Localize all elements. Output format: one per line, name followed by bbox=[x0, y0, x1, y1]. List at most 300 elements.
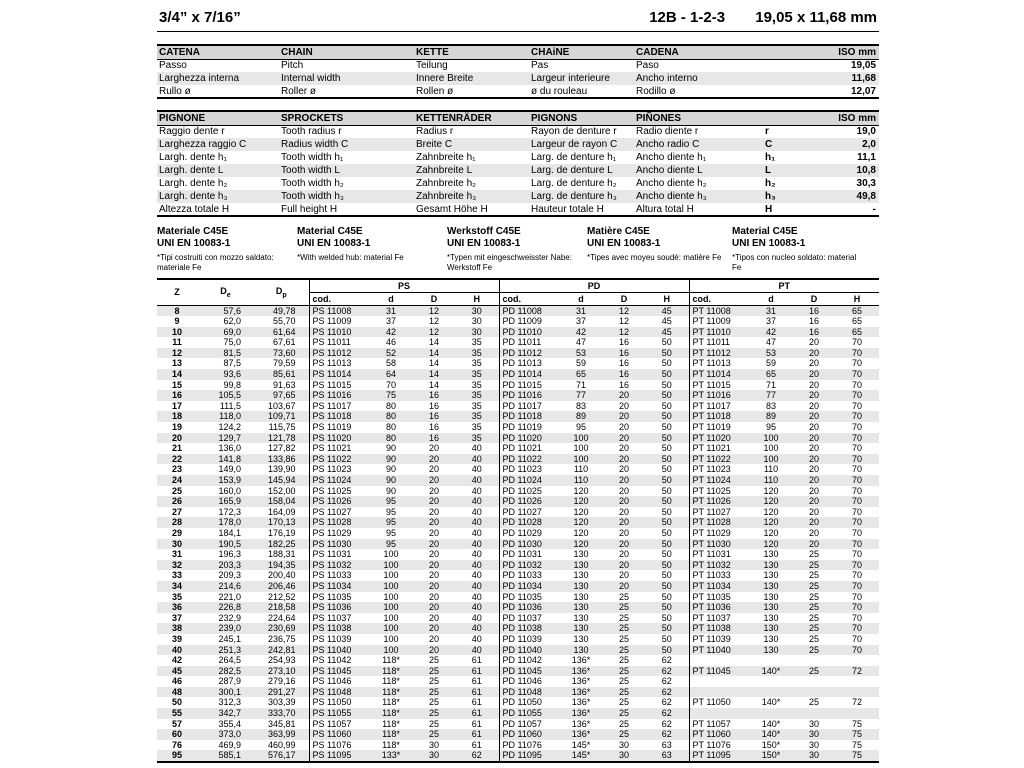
table-cell: 20 bbox=[619, 432, 630, 443]
table-cell: 184,1 bbox=[218, 527, 241, 538]
table-cell: PD 11036 bbox=[499, 602, 559, 613]
table-cell: 136* bbox=[571, 729, 591, 740]
table-cell: Larghezza raggio C bbox=[159, 139, 247, 150]
table-cell: 469,9 bbox=[218, 739, 241, 750]
table-cell: Larg. de denture h₂ bbox=[531, 178, 617, 189]
table-cell: 20 bbox=[428, 591, 439, 602]
table-cell: Ancho diente L bbox=[636, 165, 703, 176]
table-cell: 35 bbox=[471, 432, 482, 443]
table-cell: PD 11034 bbox=[499, 581, 559, 592]
table-cell: 95 bbox=[576, 422, 587, 433]
table-cell: 50 bbox=[661, 496, 672, 507]
table-cell: 127,82 bbox=[267, 443, 296, 454]
table-cell: PT 11015 bbox=[689, 380, 749, 391]
table-cell: 136* bbox=[571, 676, 591, 687]
table-cell: PT 11020 bbox=[689, 433, 749, 444]
table-cell: PT 11035 bbox=[689, 592, 749, 603]
table-cell: 25 bbox=[809, 580, 820, 591]
material-standard: UNI EN 10083-1 bbox=[297, 238, 371, 249]
table-cell: 40 bbox=[471, 464, 482, 475]
table-cell: 42 bbox=[171, 655, 182, 666]
table-cell: 25 bbox=[428, 676, 439, 687]
table-row bbox=[157, 486, 879, 497]
table-cell: PS 11031 bbox=[309, 549, 369, 560]
table-cell: 20 bbox=[428, 538, 439, 549]
table-cell: 130 bbox=[763, 570, 779, 581]
table-cell: 70 bbox=[852, 506, 863, 517]
table-cell: 53 bbox=[766, 347, 777, 358]
table-cell: Ancho diente h₂ bbox=[636, 178, 707, 189]
table-cell: PT 11012 bbox=[689, 348, 749, 359]
table-cell: 99,8 bbox=[223, 379, 241, 390]
table-cell: 140* bbox=[761, 697, 781, 708]
table-cell: 16 bbox=[809, 316, 820, 327]
material-note: *With welded hub: material Fe bbox=[297, 253, 404, 262]
table-cell: 100 bbox=[383, 570, 399, 581]
table-cell: 70 bbox=[852, 422, 863, 433]
table-cell: 95 bbox=[385, 496, 396, 507]
table-cell: PT 11009 bbox=[689, 316, 749, 327]
table-cell: 141,8 bbox=[218, 453, 241, 464]
table-cell: 279,16 bbox=[267, 676, 296, 687]
page-title-right bbox=[623, 9, 877, 26]
table-cell: 23 bbox=[171, 464, 182, 475]
table-cell: 110 bbox=[763, 464, 779, 475]
table-cell: 52 bbox=[385, 347, 396, 358]
table-cell: Larg. de denture L bbox=[531, 165, 613, 176]
table-cell: 35 bbox=[471, 379, 482, 390]
table-cell: 70 bbox=[852, 570, 863, 581]
table-cell: 97,65 bbox=[272, 390, 296, 401]
table-cell: PT 11050 bbox=[689, 697, 749, 708]
table-cell: Largh. dente L bbox=[159, 165, 224, 176]
table-row bbox=[157, 528, 879, 539]
table-cell: 70 bbox=[852, 559, 863, 570]
table-cell: 61 bbox=[471, 718, 482, 729]
table-cell: PS 11036 bbox=[309, 602, 369, 613]
table-row bbox=[157, 151, 879, 164]
table-cell: 303,39 bbox=[267, 697, 296, 708]
material-col bbox=[297, 226, 447, 272]
material-standard: UNI EN 10083-1 bbox=[447, 238, 521, 249]
table-cell: 50 bbox=[661, 591, 672, 602]
table-cell: PD 11028 bbox=[499, 517, 559, 528]
table-cell: 50 bbox=[661, 337, 672, 348]
column-header-d: d bbox=[369, 292, 413, 305]
table-cell: 75 bbox=[385, 390, 396, 401]
sprocket-table-body bbox=[157, 125, 879, 216]
table-cell: 50 bbox=[661, 400, 672, 411]
table-cell: 25 bbox=[619, 708, 630, 719]
column-header-cod: cod. bbox=[309, 292, 369, 305]
table-cell: PS 11013 bbox=[309, 358, 369, 369]
table-cell: 20 bbox=[428, 506, 439, 517]
table-cell: PD 11012 bbox=[499, 348, 559, 359]
table-cell: 61 bbox=[471, 729, 482, 740]
table-cell: PS 11048 bbox=[309, 687, 369, 698]
table-cell: PD 11048 bbox=[499, 687, 559, 698]
table-row bbox=[157, 750, 879, 762]
table-cell: h₁ bbox=[765, 152, 776, 163]
table-cell: PD 11060 bbox=[499, 729, 559, 740]
table-cell: 48 bbox=[171, 686, 182, 697]
table-cell: 70 bbox=[852, 612, 863, 623]
group-header-pt: PT bbox=[689, 279, 879, 292]
table-cell: 75 bbox=[852, 729, 863, 740]
table-cell: 62 bbox=[661, 708, 672, 719]
table-cell: Largeur interieure bbox=[531, 73, 610, 84]
table-cell: 40 bbox=[471, 612, 482, 623]
table-cell: 50 bbox=[661, 559, 672, 570]
table-cell: PT 11033 bbox=[689, 570, 749, 581]
table-row bbox=[157, 125, 879, 138]
table-cell: 37 bbox=[385, 316, 396, 327]
table-cell: 45 bbox=[661, 305, 672, 316]
table-cell: 70 bbox=[852, 347, 863, 358]
table-cell: 16 bbox=[619, 358, 630, 369]
column-header: KETTENRÄDER bbox=[414, 111, 529, 125]
table-cell: 25 bbox=[619, 665, 630, 676]
table-cell: PD 11046 bbox=[499, 676, 559, 687]
table-cell: 130 bbox=[763, 559, 779, 570]
table-cell: 120 bbox=[763, 517, 779, 528]
table-cell: 20 bbox=[619, 580, 630, 591]
table-cell: 576,17 bbox=[267, 750, 296, 761]
table-cell: 14 bbox=[428, 337, 439, 348]
table-cell bbox=[689, 655, 749, 666]
table-cell: PD 11021 bbox=[499, 443, 559, 454]
table-cell: PD 11024 bbox=[499, 475, 559, 486]
table-cell: PT 11021 bbox=[689, 443, 749, 454]
table-cell: 62 bbox=[471, 750, 482, 761]
table-cell: 50 bbox=[661, 506, 672, 517]
table-cell: 62 bbox=[661, 665, 672, 676]
table-cell bbox=[835, 708, 879, 719]
table-cell: 70 bbox=[852, 358, 863, 369]
table-cell: 25 bbox=[809, 559, 820, 570]
table-cell: 20 bbox=[809, 496, 820, 507]
table-cell: 20 bbox=[809, 485, 820, 496]
table-cell: 100 bbox=[383, 559, 399, 570]
table-cell: Rollen ø bbox=[416, 85, 454, 97]
table-cell: 40 bbox=[471, 527, 482, 538]
table-cell: 90 bbox=[385, 453, 396, 464]
table-cell: 31 bbox=[576, 305, 587, 316]
table-cell: 160,0 bbox=[218, 485, 241, 496]
table-cell: 140* bbox=[761, 729, 781, 740]
table-cell: 118* bbox=[382, 686, 400, 697]
table-cell: Zahnbreite h₂ bbox=[416, 178, 477, 189]
table-cell: 50 bbox=[661, 549, 672, 560]
table-cell: 20 bbox=[619, 400, 630, 411]
table-cell: 42 bbox=[766, 326, 777, 337]
table-cell: PD 11014 bbox=[499, 369, 559, 380]
table-cell: 25 bbox=[809, 612, 820, 623]
table-cell: PS 11034 bbox=[309, 581, 369, 592]
table-cell: 20 bbox=[428, 496, 439, 507]
table-cell: Zahnbreite h₁ bbox=[416, 152, 476, 163]
table-cell: 89 bbox=[766, 411, 777, 422]
table-cell: PD 11033 bbox=[499, 570, 559, 581]
table-cell: PS 11033 bbox=[309, 570, 369, 581]
table-cell: 40 bbox=[471, 496, 482, 507]
table-cell: PT 11034 bbox=[689, 581, 749, 592]
table-cell: 20 bbox=[809, 411, 820, 422]
table-cell: Zahnbreite h₃ bbox=[416, 191, 477, 202]
table-cell: 30 bbox=[471, 326, 482, 337]
table-cell: 136* bbox=[571, 686, 591, 697]
table-cell: PD 11040 bbox=[499, 645, 559, 656]
table-cell: 153,9 bbox=[218, 475, 241, 485]
column-header-d: d bbox=[559, 292, 603, 305]
table-cell: 25 bbox=[619, 655, 630, 666]
table-cell: 230,69 bbox=[267, 623, 296, 634]
table-cell: 25 bbox=[619, 644, 630, 655]
table-cell: PT 11013 bbox=[689, 358, 749, 369]
table-cell: 16 bbox=[809, 326, 820, 337]
table-cell: PS 11020 bbox=[309, 433, 369, 444]
table-cell bbox=[749, 687, 793, 698]
table-cell: 50 bbox=[661, 580, 672, 591]
table-cell: 16 bbox=[428, 390, 439, 401]
table-cell: 25 bbox=[428, 729, 439, 740]
table-cell: 26 bbox=[171, 496, 182, 507]
material-col bbox=[587, 226, 732, 272]
table-cell bbox=[835, 676, 879, 687]
table-cell: 65 bbox=[766, 369, 777, 380]
table-cell: PD 11057 bbox=[499, 719, 559, 730]
table-row bbox=[157, 138, 879, 151]
table-cell: 176,19 bbox=[267, 527, 296, 538]
table-cell: 70 bbox=[852, 411, 863, 422]
table-cell: 16 bbox=[809, 305, 820, 316]
table-cell: 12 bbox=[171, 347, 182, 358]
table-cell: 14 bbox=[171, 369, 182, 380]
chain-table bbox=[157, 44, 879, 99]
table-cell: 20 bbox=[619, 538, 630, 549]
table-cell: 16 bbox=[171, 390, 182, 401]
table-cell bbox=[689, 708, 749, 719]
table-cell: 13 bbox=[171, 358, 182, 369]
table-cell: Hauteur totale H bbox=[531, 203, 604, 215]
table-cell: 20 bbox=[428, 453, 439, 464]
table-cell: 65 bbox=[852, 305, 863, 316]
table-cell: 40 bbox=[471, 453, 482, 464]
table-cell: 194,35 bbox=[267, 559, 296, 570]
table-cell: 585,1 bbox=[218, 750, 241, 761]
table-row bbox=[157, 623, 879, 634]
table-cell: 21 bbox=[171, 443, 182, 454]
table-cell: PD 11042 bbox=[499, 655, 559, 666]
table-cell: 50 bbox=[661, 453, 672, 464]
table-cell: 100 bbox=[383, 549, 399, 560]
table-cell: 40 bbox=[471, 559, 482, 570]
table-cell: 20 bbox=[619, 517, 630, 528]
table-row bbox=[157, 327, 879, 338]
dp-base: D bbox=[275, 285, 283, 296]
table-cell: PD 11022 bbox=[499, 454, 559, 465]
table-cell: Ancho diente h₁ bbox=[636, 152, 707, 163]
table-cell: 130 bbox=[573, 559, 589, 570]
table-cell: 70 bbox=[852, 464, 863, 475]
table-cell: r bbox=[765, 126, 769, 138]
table-cell: 24 bbox=[171, 475, 182, 485]
table-cell: 209,3 bbox=[218, 570, 241, 581]
table-cell: 20 bbox=[428, 612, 439, 623]
table-cell: 40 bbox=[471, 475, 482, 485]
table-cell: 20 bbox=[619, 475, 630, 485]
table-cell: 20 bbox=[428, 570, 439, 581]
table-cell: Radius width C bbox=[281, 139, 349, 150]
table-cell: 20 bbox=[809, 400, 820, 411]
table-cell: 30 bbox=[619, 739, 630, 750]
table-cell: h₃ bbox=[765, 191, 776, 202]
table-cell: 17 bbox=[171, 400, 182, 411]
table-cell: 80 bbox=[385, 432, 396, 443]
table-cell: 20 bbox=[619, 485, 630, 496]
table-cell: 20 bbox=[428, 580, 439, 591]
table-cell: Rodillo ø bbox=[636, 85, 676, 97]
table-cell: PS 11046 bbox=[309, 676, 369, 687]
table-cell: 342,7 bbox=[218, 708, 241, 719]
table-cell: PS 11028 bbox=[309, 517, 369, 528]
table-cell: 200,40 bbox=[267, 570, 296, 581]
material-col bbox=[157, 226, 297, 272]
material-note: *Tipos con nucleo soldato: material Fe bbox=[732, 253, 857, 272]
table-cell: PS 11019 bbox=[309, 422, 369, 433]
table-cell: 15 bbox=[171, 379, 182, 390]
table-cell: 50 bbox=[661, 432, 672, 443]
table-cell: PT 11024 bbox=[689, 475, 749, 486]
table-cell: 35 bbox=[471, 347, 482, 358]
table-cell: 95 bbox=[385, 538, 396, 549]
table-cell: 11 bbox=[172, 337, 182, 348]
table-cell: 70 bbox=[852, 538, 863, 549]
table-cell: PD 11027 bbox=[499, 507, 559, 518]
table-row bbox=[157, 719, 879, 730]
table-row bbox=[157, 645, 879, 656]
table-cell: 120 bbox=[573, 496, 589, 507]
table-cell: PS 11057 bbox=[309, 719, 369, 730]
table-row bbox=[157, 85, 879, 98]
table-cell: PT 11026 bbox=[689, 496, 749, 507]
material-standard: UNI EN 10083-1 bbox=[157, 238, 231, 249]
table-cell: 70 bbox=[852, 337, 863, 348]
table-cell: 20 bbox=[809, 506, 820, 517]
table-cell: PD 11026 bbox=[499, 496, 559, 507]
table-cell: 12,07 bbox=[850, 85, 876, 97]
table-cell: 172,3 bbox=[218, 506, 241, 517]
table-cell bbox=[749, 708, 793, 719]
table-cell: PD 11039 bbox=[499, 634, 559, 645]
table-cell: 133,86 bbox=[267, 453, 296, 464]
table-cell: Largeur de rayon C bbox=[531, 139, 618, 150]
table-cell: 152,00 bbox=[267, 485, 296, 496]
group-header-row bbox=[157, 279, 879, 292]
table-cell: 77 bbox=[766, 390, 777, 401]
table-cell: 20 bbox=[428, 623, 439, 634]
table-cell bbox=[749, 655, 793, 666]
table-cell: 30 bbox=[809, 718, 820, 729]
column-header: CHAIN bbox=[279, 45, 414, 59]
table-cell: 40 bbox=[471, 644, 482, 655]
table-cell: PD 11008 bbox=[499, 305, 559, 316]
table-cell: 72 bbox=[852, 697, 863, 708]
table-cell: 118* bbox=[382, 655, 400, 666]
table-cell: 11,1 bbox=[857, 152, 876, 163]
table-cell: 70 bbox=[852, 485, 863, 496]
table-cell: 120 bbox=[763, 496, 779, 507]
table-cell: 140* bbox=[761, 665, 781, 676]
table-cell: 45 bbox=[661, 326, 672, 337]
table-cell: 20 bbox=[619, 506, 630, 517]
table-cell: 20 bbox=[428, 517, 439, 528]
table-cell bbox=[793, 676, 835, 687]
table-cell: PS 11024 bbox=[309, 475, 369, 486]
table-cell: Altezza totale H bbox=[159, 203, 230, 215]
table-cell: 232,9 bbox=[218, 612, 241, 623]
table-cell: 76 bbox=[171, 739, 182, 750]
table-cell: 150* bbox=[761, 750, 781, 761]
table-cell: 149,0 bbox=[218, 464, 241, 475]
table-row bbox=[157, 380, 879, 391]
table-cell: 57 bbox=[171, 718, 182, 729]
table-cell: 20 bbox=[428, 527, 439, 538]
table-cell: 50 bbox=[661, 347, 672, 358]
table-cell: 40 bbox=[471, 549, 482, 560]
table-cell: 9 bbox=[174, 316, 180, 327]
table-cell: 20 bbox=[809, 358, 820, 369]
table-cell: PD 11017 bbox=[499, 401, 559, 412]
table-cell: 363,99 bbox=[267, 729, 296, 740]
table-cell: H bbox=[765, 203, 773, 215]
column-header-z: Z bbox=[157, 279, 197, 305]
table-cell: 20 bbox=[619, 443, 630, 454]
table-cell: PD 11055 bbox=[499, 708, 559, 719]
table-cell: Full height H bbox=[281, 203, 338, 215]
table-cell: 35 bbox=[471, 422, 482, 433]
chain-dims: 19,05 x 11,68 mm bbox=[755, 9, 877, 26]
table-cell: 16 bbox=[619, 337, 630, 348]
table-cell: 40 bbox=[471, 602, 482, 613]
table-cell: PD 11013 bbox=[499, 358, 559, 369]
table-cell: 27 bbox=[171, 506, 182, 517]
table-cell: PD 11009 bbox=[499, 316, 559, 327]
table-cell: 130 bbox=[573, 644, 589, 655]
table-cell: 50 bbox=[661, 485, 672, 496]
table-cell: 72 bbox=[852, 665, 863, 676]
table-cell: 40 bbox=[471, 591, 482, 602]
table-cell: Teilung bbox=[416, 60, 448, 72]
table-cell: 20 bbox=[428, 644, 439, 655]
table-cell: 120 bbox=[573, 506, 589, 517]
table-cell: 20 bbox=[809, 390, 820, 401]
table-cell: 42 bbox=[576, 326, 587, 337]
table-cell: 20 bbox=[809, 422, 820, 433]
table-cell: 35 bbox=[471, 390, 482, 401]
table-cell: Pas bbox=[531, 60, 549, 72]
group-header-pd: PD bbox=[499, 279, 689, 292]
table-row bbox=[157, 190, 879, 203]
table-cell: 118,0 bbox=[219, 411, 241, 422]
chain-header-row bbox=[157, 45, 879, 59]
table-cell: 245,1 bbox=[218, 633, 241, 644]
table-cell: 71 bbox=[576, 379, 587, 390]
table-cell: PT 11030 bbox=[689, 539, 749, 550]
table-cell: PD 11016 bbox=[499, 390, 559, 401]
table-cell: 10,8 bbox=[856, 165, 876, 176]
table-cell: 130 bbox=[763, 591, 779, 602]
